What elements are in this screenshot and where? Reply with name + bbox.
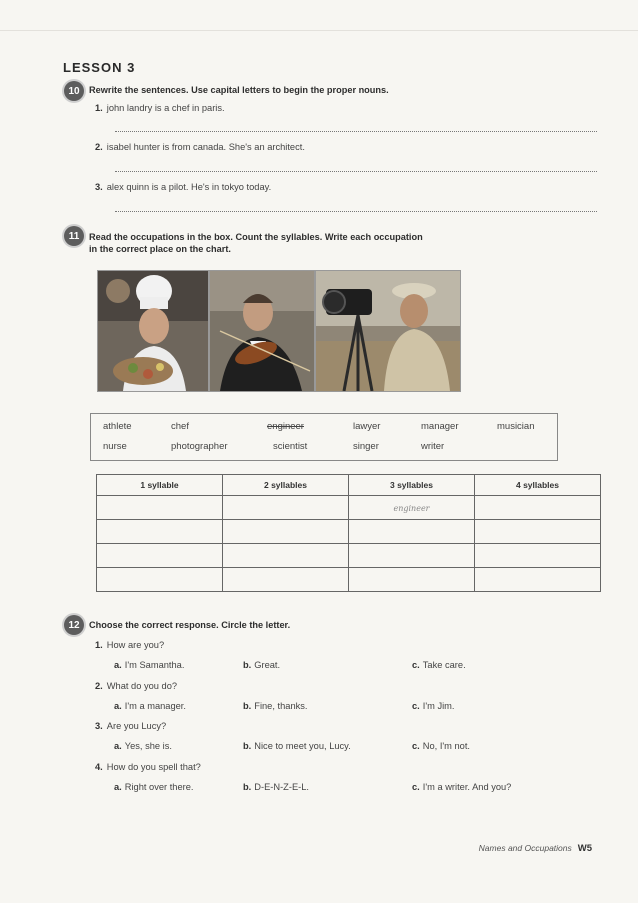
word-manager: manager — [421, 421, 459, 432]
chart-header-3-syllables: 3 syllables — [349, 475, 475, 496]
ex10-item-2: 2. isabel hunter is from canada. She's an architect. — [95, 142, 305, 152]
exercise-12-instruction: Choose the correct response. Circle the letter. — [89, 620, 291, 630]
ex12-q1-option-b[interactable]: b. Great. — [243, 660, 281, 670]
ex12-q4-option-b[interactable]: b. D-E-N-Z-E-L. — [243, 782, 310, 792]
word-singer: singer — [353, 441, 379, 452]
exercise-11-badge: 11 — [64, 226, 84, 246]
syllable-chart — [96, 474, 601, 592]
ex10-item-1: 1. john landry is a chef in paris. — [95, 103, 225, 113]
word-lawyer: lawyer — [353, 421, 381, 432]
ex12-question-3: 3. Are you Lucy? — [95, 721, 167, 731]
scan-edge — [0, 30, 638, 31]
chart-example-answer: engineer — [393, 503, 430, 513]
chart-cell[interactable] — [349, 544, 475, 568]
exercise-10-instruction: Rewrite the sentences. Use capital letters to begin the proper nouns. — [89, 85, 389, 95]
chart-cell[interactable] — [223, 520, 349, 544]
lesson-title: LESSON 3 — [63, 60, 136, 75]
ex12-q1-option-c[interactable]: c. Take care. — [412, 660, 466, 670]
page-number: W5 — [577, 843, 592, 854]
ex12-q4-option-a[interactable]: a. Right over there. — [114, 782, 194, 792]
ex12-q1-option-a[interactable]: a. I'm Samantha. — [114, 660, 185, 670]
ex12-question-1: 1. How are you? — [95, 640, 165, 650]
chart-cell[interactable] — [349, 520, 475, 544]
ex12-q2-option-c[interactable]: c. I'm Jim. — [412, 701, 455, 711]
chart-cell[interactable] — [223, 568, 349, 592]
exercise-12-badge: 12 — [64, 615, 84, 635]
answer-line-3[interactable] — [115, 211, 597, 212]
ex12-q3-option-b[interactable]: b. Nice to meet you, Lucy. — [243, 741, 351, 751]
word-athlete: athlete — [103, 421, 132, 432]
ex12-q4-option-c[interactable]: c. I'm a writer. And you? — [412, 782, 512, 792]
chart-cell[interactable] — [223, 496, 349, 520]
word-nurse: nurse — [103, 441, 127, 452]
chart-cell[interactable] — [475, 544, 601, 568]
chart-cell[interactable] — [475, 520, 601, 544]
chart-cell[interactable] — [475, 568, 601, 592]
word-photographer: photographer — [171, 441, 228, 452]
occupation-word-box — [90, 413, 558, 461]
answer-line-1[interactable] — [115, 131, 597, 132]
ex12-question-2: 2. What do you do? — [95, 681, 178, 691]
ex12-q3-option-c[interactable]: c. No, I'm not. — [412, 741, 471, 751]
occupation-photos — [97, 270, 459, 390]
chart-cell[interactable] — [349, 568, 475, 592]
chart-cell[interactable] — [223, 544, 349, 568]
chart-cell[interactable] — [475, 496, 601, 520]
chart-cell[interactable] — [97, 496, 223, 520]
chart-header-1-syllable: 1 syllable — [97, 475, 223, 496]
exercise-10-badge: 10 — [64, 81, 84, 101]
exercise-11-instruction-line2: in the correct place on the chart. — [89, 244, 231, 254]
word-scientist: scientist — [273, 441, 308, 452]
chart-cell[interactable] — [97, 520, 223, 544]
ex12-q3-option-a[interactable]: a. Yes, she is. — [114, 741, 172, 751]
chart-cell[interactable] — [349, 496, 475, 520]
page-footer — [479, 843, 592, 854]
chart-header-4-syllables: 4 syllables — [475, 475, 601, 496]
chart-header-2-syllables: 2 syllables — [223, 475, 349, 496]
word-writer: writer — [421, 441, 445, 452]
exercise-11-instruction-line1: Read the occupations in the box. Count the syllables. Write each occupation — [89, 232, 423, 242]
ex12-q2-option-a[interactable]: a. I'm a manager. — [114, 701, 186, 711]
chef-photo — [97, 270, 209, 392]
chart-cell[interactable] — [97, 544, 223, 568]
word-engineer: engineer — [267, 421, 304, 432]
photographer-photo — [315, 270, 461, 392]
ex10-item-3: 3. alex quinn is a pilot. He's in tokyo today. — [95, 182, 272, 192]
ex12-q2-option-b[interactable]: b. Fine, thanks. — [243, 701, 308, 711]
word-musician: musician — [497, 421, 535, 432]
answer-line-2[interactable] — [115, 171, 597, 172]
word-chef: chef — [171, 421, 189, 432]
chart-cell[interactable] — [97, 568, 223, 592]
musician-photo — [209, 270, 315, 392]
footer-section: Names and Occupations — [478, 843, 572, 853]
ex12-question-4: 4. How do you spell that? — [95, 762, 201, 772]
